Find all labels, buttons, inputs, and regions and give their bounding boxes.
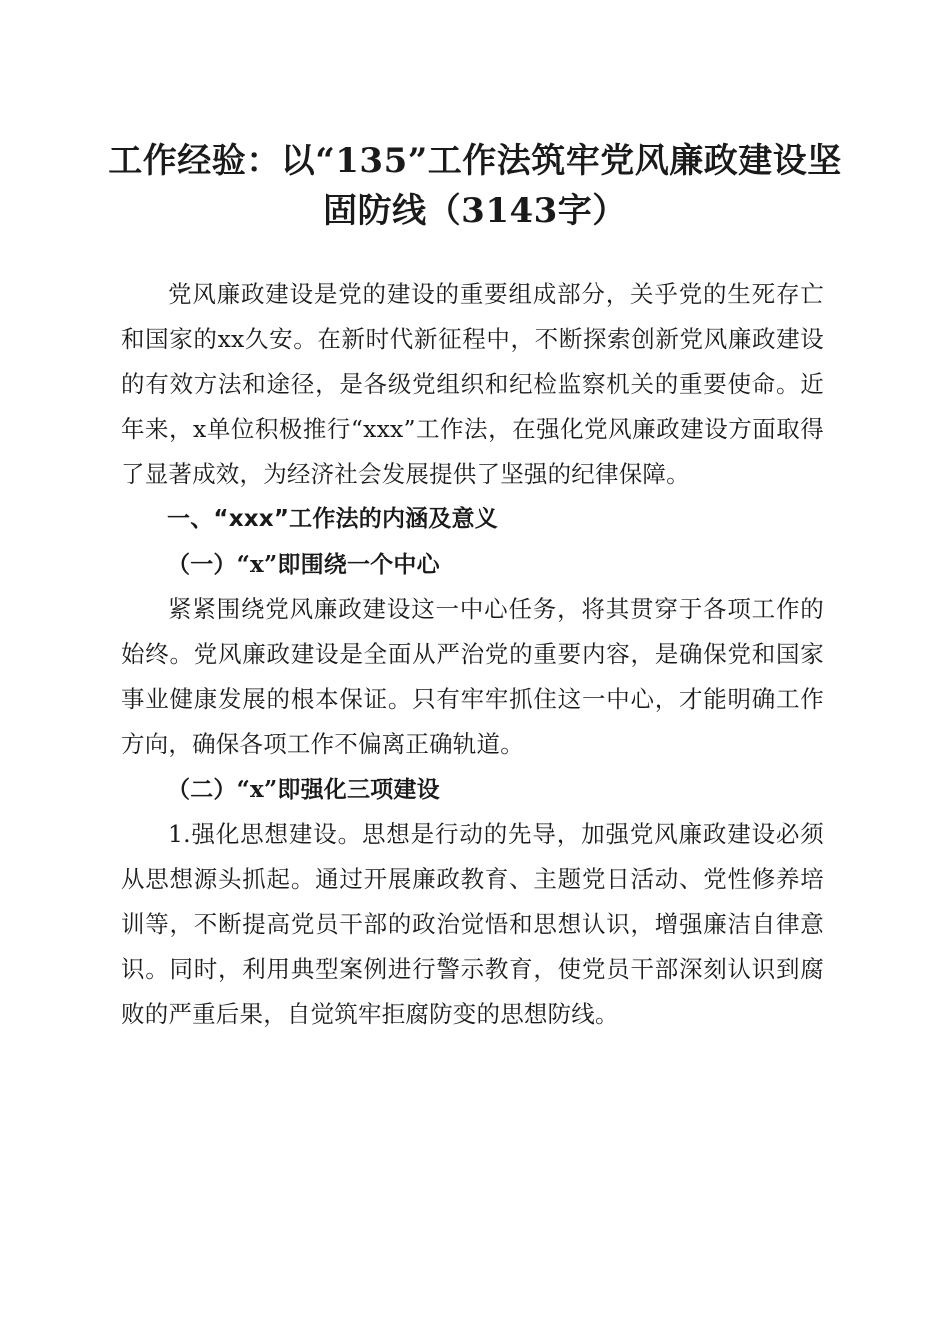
intro-paragraph: 党风廉政建设是党的建设的重要组成部分，关乎党的生死存亡和国家的xx久安。在新时代新征程中，不断探索创新党风廉政建设的有效方法和途径，是各级党组织和纪检监察机关的重要使命。近年来，x单位积极推行“xxx”工作法，在强化党风廉政建设方面取得了显著成效，为经济社会发展提供了坚强的纪律保障。 bbox=[121, 280, 824, 488]
document-title: 工作经验：以“135”工作法筑牢党风廉政建设坚固防线（3143字） bbox=[108, 141, 842, 231]
subsection-heading-2: （二）“x”即强化三项建设 bbox=[167, 776, 440, 803]
document-body bbox=[121, 272, 824, 1037]
section-heading-1: 一、“xxx”工作法的内涵及意义 bbox=[167, 506, 498, 532]
body-paragraph-2: 1.强化思想建设。思想是行动的先导，加强党风廉政建设必须从思想源头抓起。通过开展廉政教育、主题党日活动、党性修养培训等，不断提高党员干部的政治觉悟和思想认识，增强廉洁自律意识。同时，利用典型案例进行警示教育，使党员干部深刻认识到腐败的严重后果，自觉筑牢拒腐防变的思想防线。 bbox=[121, 820, 824, 1028]
body-paragraph-1: 紧紧围绕党风廉政建设这一中心任务，将其贯穿于各项工作的始终。党风廉政建设是全面从严治党的重要内容，是确保党和国家事业健康发展的根本保证。只有牢牢抓住这一中心，才能明确工作方向，确保各项工作不偏离正确轨道。 bbox=[121, 595, 824, 758]
subsection-heading-1: （一）“x”即围绕一个中心 bbox=[167, 551, 440, 578]
